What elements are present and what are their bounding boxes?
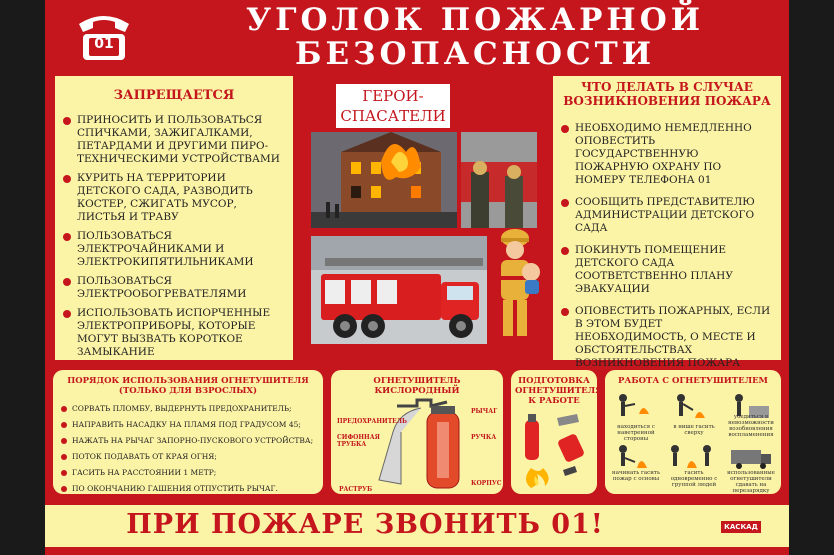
prohibited-list — [63, 114, 285, 365]
usage-title — [53, 376, 323, 396]
what-to-do-panel — [553, 76, 781, 369]
heroes-title-line2: СПАСАТЕЛИ — [340, 107, 446, 125]
list-item: ПОЛЬЗОВАТЬСЯ ЭЛЕКТРОЧАЙНИКАМИ И ЭЛЕКТРОКИПЯТИЛЬНИКАМИ — [63, 230, 285, 269]
list-item: НАЖАТЬ НА РЫЧАГ ЗАПОРНО-ПУСКОВОГО УСТРОЙСТВА; — [61, 436, 319, 446]
wind-direction-icon — [613, 392, 653, 422]
publisher-logo — [721, 513, 761, 541]
phone-number: 01 — [94, 36, 114, 52]
burning-building-photo — [311, 132, 457, 228]
what-to-do-title-line1: ЧТО ДЕЛАТЬ В СЛУЧАЕ — [581, 80, 753, 94]
list-item: ГАСИТЬ НА РАССТОЯНИИ 1 МЕТР; — [61, 468, 319, 478]
prohibited-panel — [55, 76, 293, 360]
work-box — [605, 370, 781, 494]
list-item: ОПОВЕСТИТЬ ПОЖАРНЫХ, ЕСЛИ В ЭТОМ БУДЕТ НЕОБХОДИМОСТЬ, О МЕСТЕ И ОБСТОЯТЕЛЬСТВАХ ВОЗНИКНОВЕНИЯ ПОЖАРА — [561, 305, 775, 370]
extinguisher-title: ОГНЕТУШИТЕЛЬ КИСЛОРОДНЫЙ — [373, 376, 461, 396]
list-item: ИСПОЛЬЗОВАТЬ ИСПОРЧЕННЫЕ ЭЛЕКТРОПРИБОРЫ, КОТОРЫЕ МОГУТ ВЫЗВАТЬ КОРОТКОЕ ЗАМЫКАНИЕ — [63, 307, 285, 359]
base-extinguish-icon — [613, 444, 653, 470]
label-siphon: СИФОННАЯ ТРУБКА — [337, 434, 380, 448]
what-to-do-title — [553, 80, 781, 108]
list-item: ПОТОК ПОДАВАТЬ ОТ КРАЯ ОГНЯ; — [61, 452, 319, 462]
label-safety: ПРЕДОХРАНИТЕЛЬ — [337, 418, 407, 425]
group-extinguish-icon — [667, 444, 715, 470]
fire-truck-photo — [311, 236, 487, 344]
title-line2: БЕЗОПАСНОСТИ — [295, 36, 655, 72]
list-item: ПО ОКОНЧАНИЮ ГАШЕНИЯ ОТПУСТИТЬ РЫЧАГ. — [61, 484, 319, 494]
niche-extinguish-icon — [671, 392, 711, 422]
heroes-panel — [301, 84, 547, 354]
extinguisher-prep-icon — [517, 408, 591, 490]
work-caption-6: использованные огнетушители сдавать на перезарядку — [727, 470, 775, 494]
extinguisher-diagram-icon — [371, 392, 471, 492]
label-body: КОРПУС — [471, 480, 502, 487]
heroes-title-line1: ГЕРОИ- — [362, 87, 424, 105]
work-title: РАБОТА С ОГНЕТУШИТЕЛЕМ — [618, 376, 768, 386]
work-caption-4: начинать гасить пожар с основы — [612, 470, 660, 482]
what-to-do-title-line2: ВОЗНИКНОВЕНИЯ ПОЖАРА — [563, 94, 771, 108]
header — [45, 0, 789, 74]
label-lever: РЫЧАГ — [471, 408, 498, 415]
preparation-title: ПОДГОТОВКА ОГНЕТУШИТЕЛЯ К РАБОТЕ — [515, 376, 603, 406]
work-caption-5: гасить одновременно с группой людей — [670, 470, 718, 488]
usage-box — [53, 370, 323, 494]
cartoon-firefighter-icon — [487, 224, 543, 352]
work-caption-2: в нише гасить сверху — [673, 424, 715, 436]
firefighters-photo — [461, 132, 537, 228]
usage-title-line1: ПОРЯДОК ИСПОЛЬЗОВАНИЯ ОГНЕТУШИТЕЛЯ — [67, 376, 309, 386]
heroes-title — [334, 82, 452, 130]
list-item: СООБЩИТЬ ПРЕДСТАВИТЕЛЮ АДМИНИСТРАЦИИ ДЕТСКОГО САДА — [561, 196, 775, 235]
list-item: ПОЛЬЗОВАТЬСЯ ЭЛЕКТРООБОГРЕВАТЕЛЯМИ — [63, 275, 285, 301]
extinguisher-box — [331, 370, 503, 494]
list-item: ПОКИНУТЬ ПОМЕЩЕНИЕ ДЕТСКОГО САДА СООТВЕТСТВЕННО ПЛАНУ ЭВАКУАЦИИ — [561, 244, 775, 296]
usage-list — [61, 404, 319, 500]
prohibited-title: ЗАПРЕЩАЕТСЯ — [113, 88, 235, 103]
title-line1: УГОЛОК ПОЖАРНОЙ — [245, 2, 705, 38]
work-caption-3: убедиться в невозможности возобновления воспламенения — [728, 414, 774, 438]
footer — [45, 505, 789, 547]
work-caption-1: находиться с наветренной стороны — [617, 424, 655, 442]
emergency-call-text: ПРИ ПОЖАРЕ ЗВОНИТЬ 01! — [126, 509, 604, 540]
list-item: ПРИНОСИТЬ И ПОЛЬЗОВАТЬСЯ СПИЧКАМИ, ЗАЖИГАЛКАМИ, ПЕТАРДАМИ И ДРУГИМИ ПИРО-ТЕХНИЧЕСКИМИ УСТРОЙСТВАМИ — [63, 114, 285, 166]
list-item: НАПРАВИТЬ НАСАДКУ НА ПЛАМЯ ПОД ГРАДУСОМ 45; — [61, 420, 319, 430]
what-to-do-list — [561, 122, 775, 376]
recharge-truck-icon — [729, 444, 773, 470]
label-handle: РУЧКА — [471, 434, 497, 441]
publisher-logo-text: КАСКАД — [721, 521, 761, 533]
label-bell: РАСТРУБ — [339, 486, 373, 493]
usage-title-line2: (ТОЛЬКО ДЛЯ ВЗРОСЛЫХ) — [118, 386, 258, 396]
poster — [45, 0, 789, 555]
preparation-box — [511, 370, 603, 494]
list-item: КУРИТЬ НА ТЕРРИТОРИИ ДЕТСКОГО САДА, РАЗВОДИТЬ КОСТЕР, СЖИГАТЬ МУСОР, ЛИСТЬЯ И ТРАВУ — [63, 172, 285, 224]
list-item: НЕОБХОДИМО НЕМЕДЛЕННО ОПОВЕСТИТЬ ГОСУДАРСТВЕННУЮ ПОЖАРНУЮ ОХРАНУ ПО НОМЕРУ ТЕЛЕФОНА 01 — [561, 122, 775, 187]
list-item: СОРВАТЬ ПЛОМБУ, ВЫДЕРНУТЬ ПРЕДОХРАНИТЕЛЬ; — [61, 404, 319, 414]
